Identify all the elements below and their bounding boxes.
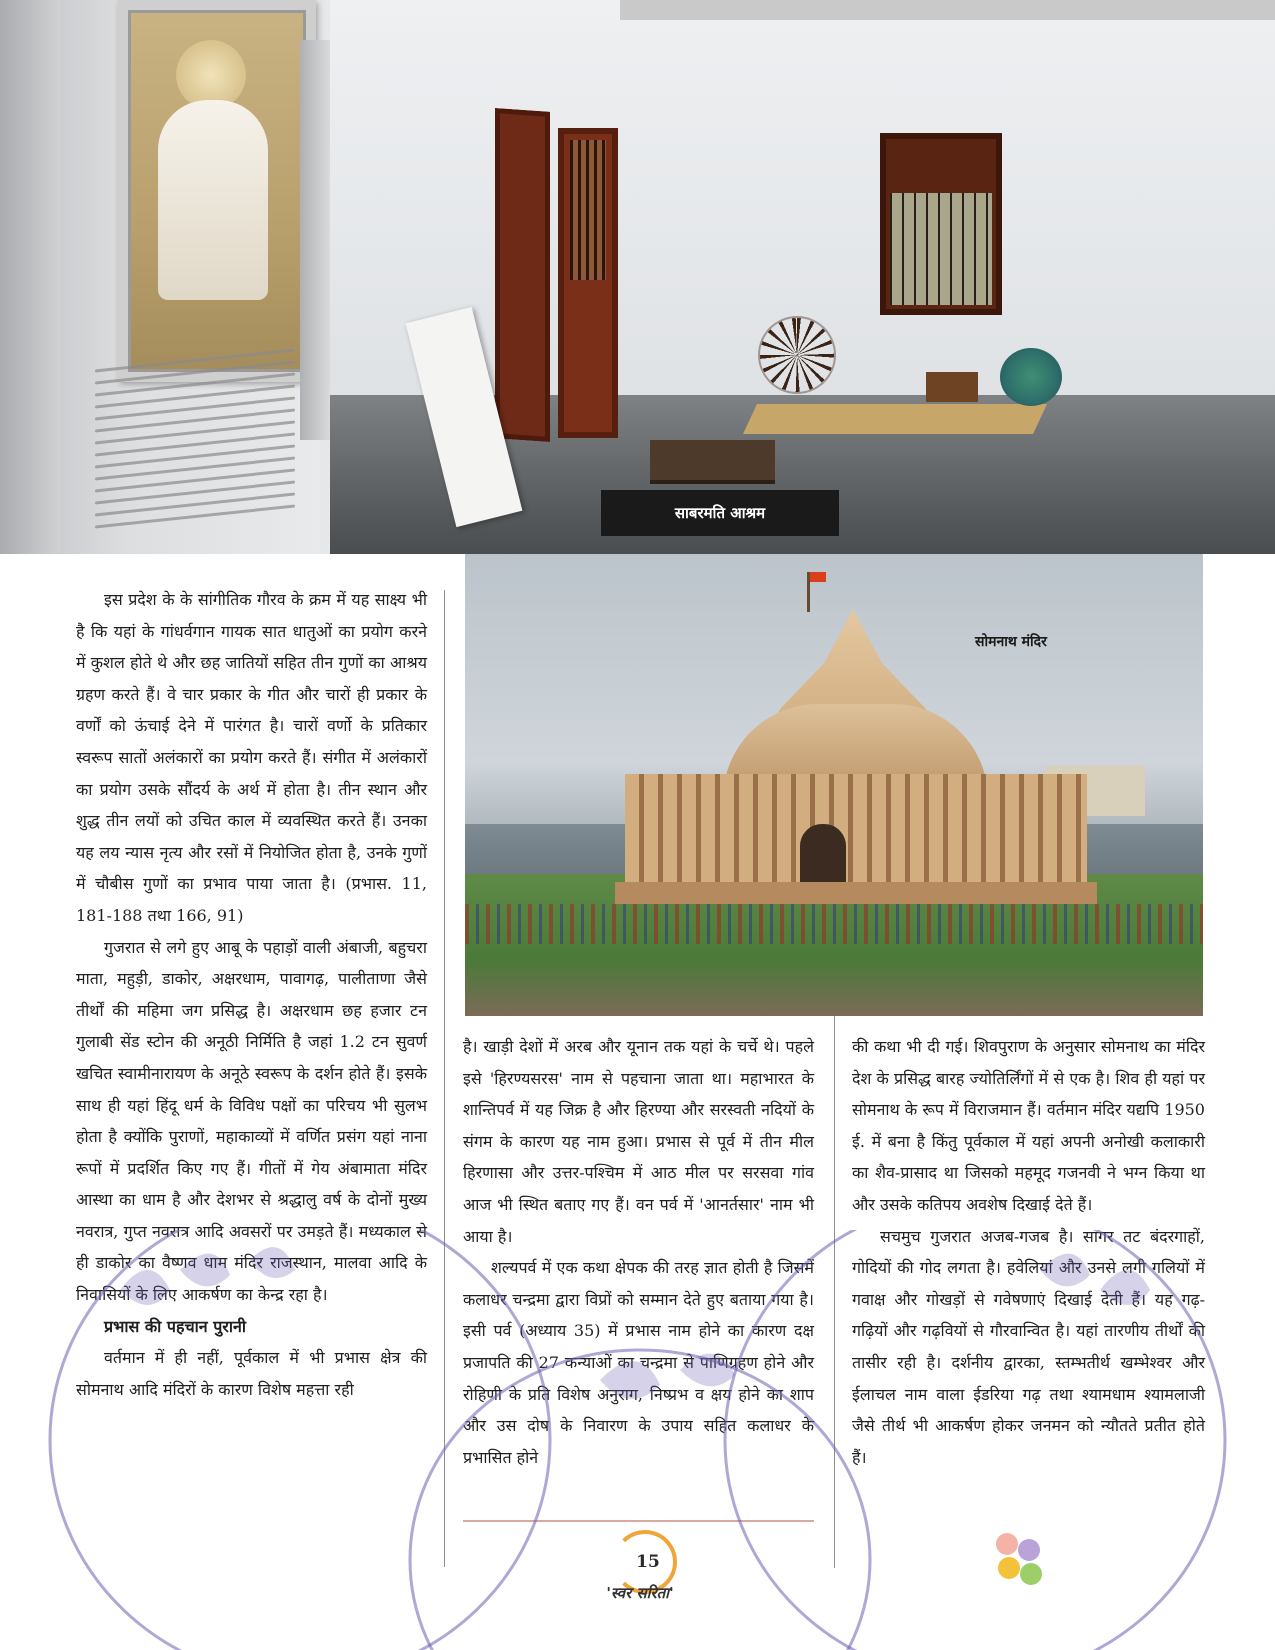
ashram-pillar-2 — [300, 40, 330, 440]
paragraph: शल्यपर्व में एक कथा क्षेपक की तरह ज्ञात होती है जिसमें कलाधर चन्द्रमा द्वारा विप्रों को सम्मान देते हुए बताया गया है। इसी पर्व (अध्याय 35) में प्रभास नाम होने का कारण दक्ष प्रजापति की 27 कन्याओं का चन्द्रमा से पाणिग्रहण होने और रोहिणी के प्रति विशेष अनुराग, निष्प्रभ व क्षय होने का शाप और उस दोष के निवारण के उपाय सहित कलाधर के प्रभासित होने — [463, 1258, 814, 1467]
column-end-rule — [463, 1520, 814, 1522]
floor-mat — [743, 404, 1047, 434]
wooden-box — [926, 372, 978, 402]
paragraph: सचमुच गुजरात अजब-गजब है। सागर तट बंदरगाहों, गोदियों की गोद लगता है। हवेलियां और उनसे लगी गलियों में गवाक्ष और गोखड़ों से गवेषणाएं दिखाई देती हैं। यह गढ़-गढ़ियों और गढ़वियों से गौरवान्वित है। यहां तारणीय तीर्थों की तासीर रही है। दर्शनीय द्वारका, स्तम्भतीर्थ खम्भेश्वर और ईलाचल नाम वाला ईडरिया गढ़ तथा श्यामधाम श्यामलाजी जैसे तीर्थ भी आकर्षण होकर जनमन को न्यौतते प्रतीत होते हैं। — [852, 1226, 1205, 1467]
ashram-ceiling-beam — [620, 0, 1275, 20]
wall-inscription-plaque — [85, 338, 305, 554]
journal-name: 'स्वर सरिता' — [606, 1584, 674, 1602]
dot — [996, 1533, 1018, 1555]
wooden-door-right — [558, 128, 618, 438]
dot — [1018, 1539, 1040, 1561]
gandhi-portrait-frame — [118, 0, 316, 382]
temple-flag — [807, 572, 810, 612]
pilgrim-crowd — [465, 904, 1203, 944]
paragraph: है। खाड़ी देशों में अरब और यूनान तक यहां के चर्चे थे। पहले इसे 'हिरण्यसरस' नाम से पहचाना जाता था। महाभारत के शान्तिपर्व में यह जिक्र है और हिरण्या और सरस्वती नदियों के संगम के कारण यह नाम हुआ। प्रभास से पूर्व में तीन मील हिरणासा और उत्तर-पश्चिम में आठ मील पर सरसवा गांव आज भी स्थित बताए गए हैं। वन पर्व में 'आनर्तसार' नाम भी आया है। — [463, 1037, 814, 1246]
sabarmati-ashram-photo — [0, 0, 1275, 554]
column-divider-2 — [834, 1016, 835, 1568]
photo-caption-ashram: साबरमति आश्रम — [601, 490, 839, 536]
paragraph: गुजरात से लगे हुए आबू के पहाड़ों वाली अंबाजी, बहुचरा माता, महुड़ी, डाकोर, अक्षरधाम, पावागढ़, पालीताणा जैसे तीर्थों की महिमा जग प्रसिद्ध है। अक्षरधाम छह हजार टन गुलाबी सेंड स्टोन की अनूठी निर्मिति है जहां 1.2 टन सुवर्ण खचित स्वामीनारायण के अनूठे स्वरूप के दर्शन होते हैं। इसके साथ ही यहां हिंदू धर्म के विविध पक्षों का परिचय भी सुलभ होता है क्योंकि पुराणों, महाकाव्यों में वर्णित प्रसंग यहां नाना रूपों में प्रदर्शित किए गए हैं। गीतों में गेय अंबामाता मंदिर आस्था का धाम है और देशभर से श्रद्धालु वर्ष के दोनों मुख्य नवरात्र, गुप्त नवरात्र आदि अवसरों पर उमड़ते हैं। मध्यकाल से ही डाकोर का वैष्णव धाम मंदिर राजस्थान, मालवा आदि के निवासियों के लिए आकर्षण का केन्द्र रहा है। — [76, 937, 427, 1305]
temple-colonnade — [625, 774, 1087, 889]
page-number: 15 — [636, 1552, 660, 1572]
dot — [998, 1557, 1020, 1579]
somnath-temple-photo — [465, 554, 1203, 1016]
article-column-3 — [852, 1031, 1205, 1473]
paragraph: इस प्रदेश के के सांगीतिक गौरव के क्रम में यह साक्ष्य भी है कि यहां के गांधर्वगान गायक सात धातुओं का प्रयोग करने में कुशल होते थे और छह जातियों सहित तीन गुणों का आश्रय ग्रहण करते हैं। वे चार प्रकार के गीत और चारों ही प्रकार के वर्णों को ऊंचाई देने में पारंगत है। चारों वर्णो के प्रतिकार स्वरूप सातों अलंकारों का प्रयोग करते हैं। संगीत में अलंकारों का प्रयोग उसके सौंदर्य के अर्थ में होता है। तीन स्थान और शुद्ध तीन लयों को उचित काल में व्यवस्थित करते हैं। उनका यह लय न्यास नृत्य और रसों में नियोजित होता है, उनके गुणों में चौबीस गुणों का प्रभाव पाया जाता है। (प्रभास. 11, 181-188 तथा 166, 91) — [76, 590, 427, 925]
charkha-spinning-wheel — [760, 318, 834, 392]
dot — [1020, 1563, 1042, 1585]
wooden-door-left — [495, 108, 550, 442]
barred-window — [880, 133, 1002, 315]
temple-plinth — [615, 882, 1097, 904]
article-column-2 — [463, 1031, 814, 1473]
paragraph: वर्तमान में ही नहीं, पूर्वकाल में भी प्रभास क्षेत्र की सोमनाथ आदि मंदिरों के कारण विशेष महत्ता रही — [76, 1348, 427, 1399]
low-wooden-desk — [650, 440, 775, 480]
temple-entrance — [800, 824, 846, 889]
portrait-figure — [158, 100, 268, 300]
section-subheading: प्रभास की पहचान पुरानी — [104, 1316, 247, 1336]
photo-caption-temple: सोमनाथ मंदिर — [975, 634, 1047, 650]
paragraph: की कथा भी दी गई। शिवपुराण के अनुसार सोमनाथ का मंदिर देश के प्रसिद्ध बारह ज्योतिर्लिंगों में से एक है। शिव ही यहां पर सोमनाथ के रूप में विराजमान हैं। वर्तमान मंदिर यद्यपि 1950 ई. में बना है किंतु पूर्वकाल में यहां अपनी अनोखी कलाकारी का शैव-प्रासाद था जिसको महमूद गजनवी ने भग्न किया था और उसके कतिपय अवशेष दिखाई देते हैं। — [852, 1037, 1205, 1214]
article-column-1 — [76, 584, 427, 1405]
ashram-pillar — [0, 0, 60, 554]
decorative-dots — [996, 1533, 1056, 1593]
round-cushion — [1000, 348, 1062, 406]
column-divider-1 — [444, 590, 445, 1567]
